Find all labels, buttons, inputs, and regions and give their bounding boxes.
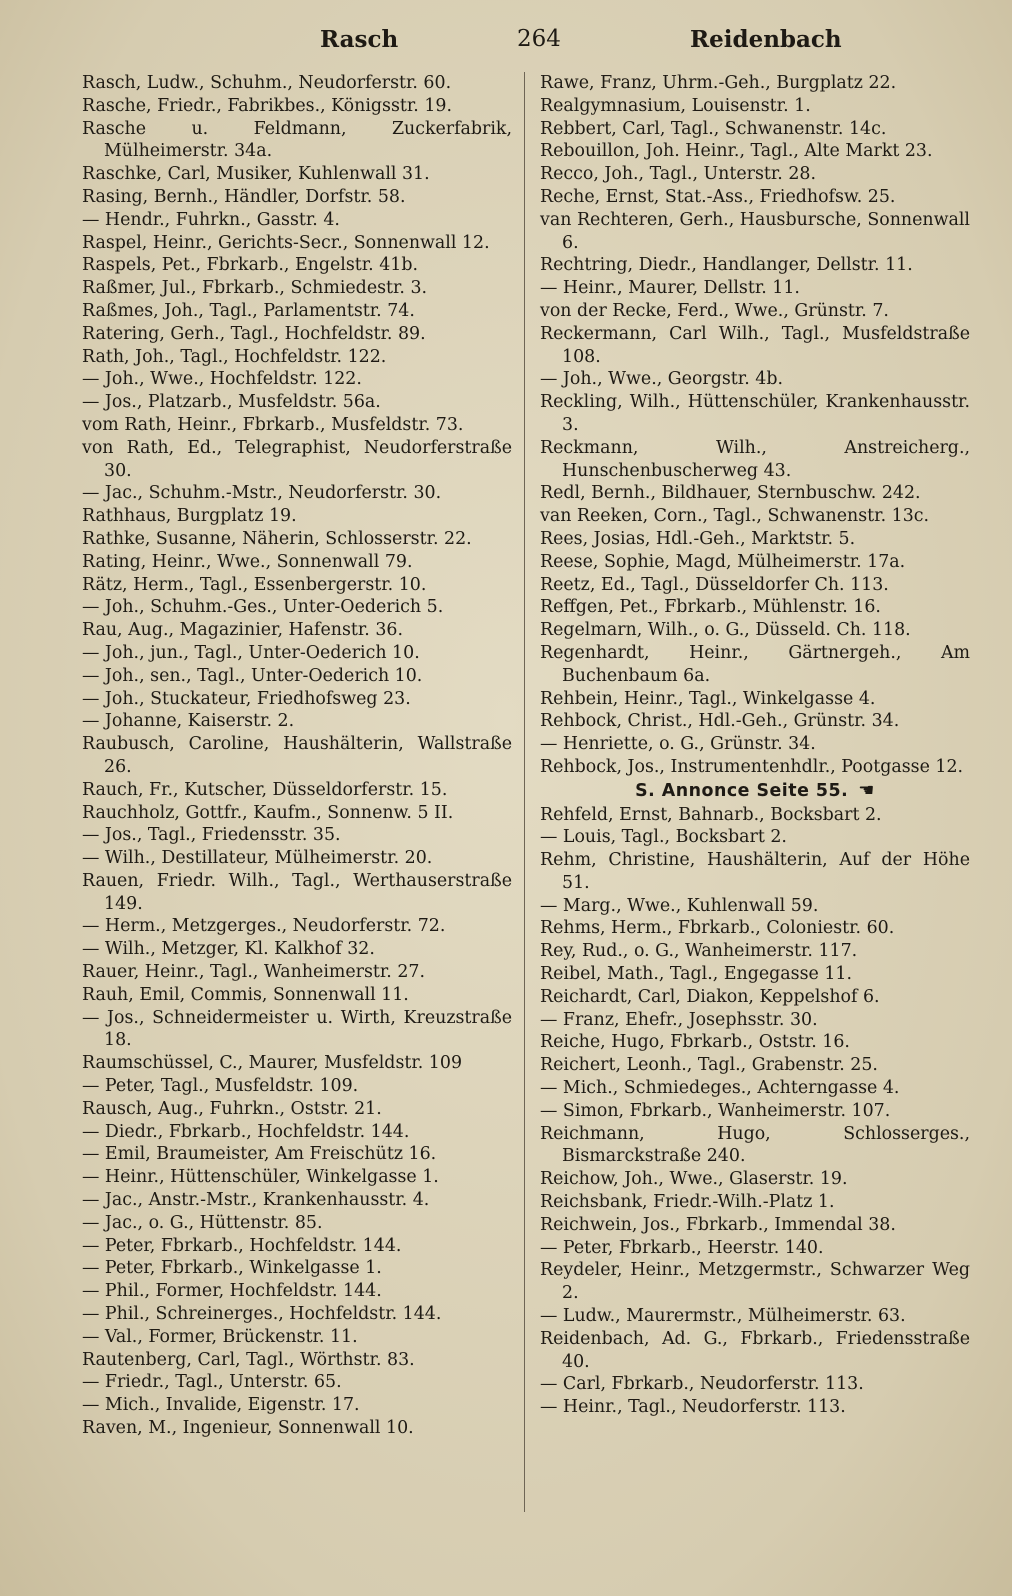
directory-entry: — Jac., o. G., Hüttenstr. 85. — [82, 1212, 323, 1233]
directory-entry: Rasche u. Feldmann, Zuckerfabrik, Mülheimerstr. 34a. — [82, 118, 512, 162]
directory-entry: Reche, Ernst, Stat.-Ass., Friedhofsw. 25. — [540, 186, 896, 207]
directory-entry: Rasche, Friedr., Fabrikbes., Königsstr. 19. — [82, 95, 452, 116]
directory-entry: Rausch, Aug., Fuhrkn., Oststr. 21. — [82, 1098, 382, 1119]
directory-entry: — Val., Former, Brückenstr. 11. — [82, 1326, 358, 1347]
directory-entry: — Johanne, Kaiserstr. 2. — [82, 711, 295, 732]
directory-entry: — Peter, Fbrkarb., Winkelgasse 1. — [82, 1258, 382, 1279]
directory-entry: Raßmes, Joh., Tagl., Parlamentstr. 74. — [82, 300, 415, 321]
directory-entry: — Heinr., Hüttenschüler, Winkelgasse 1. — [82, 1167, 439, 1188]
directory-entry: Reydeler, Heinr., Metzgermstr., Schwarzer Weg 2. — [540, 1260, 970, 1304]
directory-entry: — Simon, Fbrkarb., Wanheimerstr. 107. — [540, 1100, 891, 1121]
directory-entry: Raumschüssel, C., Maurer, Musfeldstr. 109 — [82, 1053, 463, 1074]
directory-entry: Regenhardt, Heinr., Gärtnergeh., Am Buchenbaum 6a. — [540, 642, 970, 686]
directory-entry: Reckmann, Wilh., Anstreicherg., Hunschenbuscherweg 43. — [540, 437, 970, 481]
directory-entry: — Carl, Fbrkarb., Neudorferstr. 113. — [540, 1374, 864, 1395]
directory-entry: Rasch, Ludw., Schuhm., Neudorferstr. 60. — [82, 73, 452, 93]
directory-entry: vom Rath, Heinr., Fbrkarb., Musfeldstr. 73. — [82, 414, 464, 435]
directory-entry: — Jac., Anstr.-Mstr., Krankenhausstr. 4. — [82, 1190, 430, 1211]
directory-entry: Reckermann, Carl Wilh., Tagl., Musfeldstraße 108. — [540, 323, 970, 367]
directory-entry: — Hendr., Fuhrkn., Gasstr. 4. — [82, 209, 340, 230]
directory-entry: Rauchholz, Gottfr., Kaufm., Sonnenw. 5 II. — [82, 802, 454, 823]
directory-entry: Rehm, Christine, Haushälterin, Auf der Höhe 51. — [540, 850, 970, 893]
directory-entry: von Rath, Ed., Telegraphist, Neudorferstraße 30. — [82, 437, 512, 481]
directory-entry: Rehbein, Heinr., Tagl., Winkelgasse 4. — [540, 688, 876, 709]
directory-entry: Reese, Sophie, Magd, Mülheimerstr. 17a. — [540, 551, 906, 572]
directory-entry: Realgymnasium, Louisenstr. 1. — [540, 95, 811, 116]
page-header — [70, 26, 962, 66]
directory-entry: Redl, Bernh., Bildhauer, Sternbuschw. 242. — [540, 483, 921, 504]
directory-entry: — Joh., Stuckateur, Friedhofsweg 23. — [82, 688, 411, 709]
directory-entry: Rawe, Franz, Uhrm.-Geh., Burgplatz 22. — [540, 73, 897, 93]
directory-entry: — Peter, Fbrkarb., Hochfeldstr. 144. — [82, 1235, 402, 1256]
directory-entry: Raspel, Heinr., Gerichts-Secr., Sonnenwall 12. — [82, 232, 490, 253]
directory-entry: — Diedr., Fbrkarb., Hochfeldstr. 144. — [82, 1121, 410, 1142]
right-column — [540, 72, 970, 1419]
left-column — [82, 72, 512, 1440]
directory-entry: Rating, Heinr., Wwe., Sonnenwall 79. — [82, 551, 413, 572]
directory-entry: Rauer, Heinr., Tagl., Wanheimerstr. 27. — [82, 962, 426, 983]
directory-entry: Reetz, Ed., Tagl., Düsseldorfer Ch. 113. — [540, 574, 889, 595]
directory-entry: — Phil., Schreinerges., Hochfeldstr. 144. — [82, 1304, 442, 1325]
directory-entry: Reichmann, Hugo, Schlosserges., Bismarckstraße 240. — [540, 1123, 970, 1167]
directory-entry: — Henriette, o. G., Grünstr. 34. — [540, 734, 816, 755]
directory-entry: van Reeken, Corn., Tagl., Schwanenstr. 13c. — [540, 506, 930, 527]
directory-entry: — Heinr., Tagl., Neudorferstr. 113. — [540, 1397, 846, 1418]
directory-entry: Rebbert, Carl, Tagl., Schwanenstr. 14c. — [540, 118, 887, 139]
directory-entry: — Marg., Wwe., Kuhlenwall 59. — [540, 895, 819, 916]
directory-entry: — Joh., Schuhm.-Ges., Unter-Oederich 5. — [82, 597, 444, 618]
directory-entry: Raspels, Pet., Fbrkarb., Engelstr. 41b. — [82, 255, 419, 276]
directory-entry: Rehms, Herm., Fbrkarb., Coloniestr. 60. — [540, 918, 895, 939]
right-column-lower — [540, 804, 970, 1420]
directory-entry: Reichert, Leonh., Tagl., Grabenstr. 25. — [540, 1055, 878, 1076]
directory-entry: Reidenbach, Ad. G., Fbrkarb., Friedensstraße 40. — [540, 1328, 970, 1372]
directory-entry: — Emil, Braumeister, Am Freischütz 16. — [82, 1144, 437, 1165]
directory-entry: — Jos., Platzarb., Musfeldstr. 56a. — [82, 392, 381, 413]
directory-entry: Rauen, Friedr. Wilh., Tagl., Werthauserstraße 149. — [82, 870, 512, 914]
directory-entry: Recco, Joh., Tagl., Unterstr. 28. — [540, 164, 816, 185]
directory-entry: van Rechteren, Gerh., Hausbursche, Sonnenwall 6. — [540, 209, 970, 253]
directory-entry: — Louis, Tagl., Bocksbart 2. — [540, 827, 787, 848]
directory-entry: — Franz, Ehefr., Josephsstr. 30. — [540, 1009, 818, 1030]
column-divider — [524, 72, 525, 1512]
directory-entry: — Herm., Metzgerges., Neudorferstr. 72. — [82, 916, 446, 937]
directory-entry: — Mich., Invalide, Eigenstr. 17. — [82, 1395, 360, 1416]
directory-entry: Rauh, Emil, Commis, Sonnenwall 11. — [82, 984, 409, 1005]
directory-entry: — Joh., jun., Tagl., Unter-Oederich 10. — [82, 642, 420, 663]
directory-entry: — Friedr., Tagl., Unterstr. 65. — [82, 1372, 342, 1393]
directory-entry: Rathhaus, Burgplatz 19. — [82, 506, 297, 527]
directory-entry: — Peter, Tagl., Musfeldstr. 109. — [82, 1076, 359, 1097]
pointing-hand-icon: ☚ — [858, 779, 875, 801]
directory-entry: — Joh., Wwe., Hochfeldstr. 122. — [82, 369, 362, 390]
directory-entry: Rätz, Herm., Tagl., Essenbergerstr. 10. — [82, 574, 427, 595]
directory-entry: Rechtring, Diedr., Handlanger, Dellstr. 11. — [540, 255, 913, 276]
directory-entry: — Wilh., Destillateur, Mülheimerstr. 20. — [82, 848, 433, 869]
directory-entry: — Joh., sen., Tagl., Unter-Oederich 10. — [82, 665, 423, 686]
directory-entry: von der Recke, Ferd., Wwe., Grünstr. 7. — [540, 300, 889, 321]
directory-entry: Rebouillon, Joh. Heinr., Tagl., Alte Markt 23. — [540, 141, 933, 162]
directory-entry: Reckling, Wilh., Hüttenschüler, Krankenhausstr. 3. — [540, 392, 970, 435]
directory-entry: Rehbock, Jos., Instrumentenhdlr., Pootgasse 12. — [540, 756, 964, 777]
directory-entry: — Heinr., Maurer, Dellstr. 11. — [540, 278, 800, 299]
directory-entry: Reibel, Math., Tagl., Engegasse 11. — [540, 964, 852, 985]
annonce-text: S. Annonce Seite 55. — [635, 780, 849, 801]
directory-entry: Reiche, Hugo, Fbrkarb., Oststr. 16. — [540, 1032, 850, 1053]
directory-entry: — Jos., Schneidermeister u. Wirth, Kreuzstraße 18. — [82, 1007, 512, 1051]
directory-entry: Raven, M., Ingenieur, Sonnenwall 10. — [82, 1418, 414, 1439]
directory-entry: — Wilh., Metzger, Kl. Kalkhof 32. — [82, 939, 375, 960]
directory-entry: Rasing, Bernh., Händler, Dorfstr. 58. — [82, 186, 406, 207]
header-right-catchword: Reidenbach — [690, 26, 842, 53]
directory-entry: Reffgen, Pet., Fbrkarb., Mühlenstr. 16. — [540, 597, 881, 618]
directory-entry: Reichow, Joh., Wwe., Glaserstr. 19. — [540, 1169, 848, 1190]
directory-entry: Raßmer, Jul., Fbrkarb., Schmiedestr. 3. — [82, 278, 428, 299]
directory-entry: Rey, Rud., o. G., Wanheimerstr. 117. — [540, 941, 858, 962]
directory-entry: Reichwein, Jos., Fbrkarb., Immendal 38. — [540, 1214, 896, 1235]
directory-entry: Reichsbank, Friedr.-Wilh.-Platz 1. — [540, 1192, 835, 1213]
directory-entry: — Phil., Former, Hochfeldstr. 144. — [82, 1281, 382, 1302]
directory-entry: Rehfeld, Ernst, Bahnarb., Bocksbart 2. — [540, 804, 882, 825]
directory-entry: Rees, Josias, Hdl.-Geh., Marktstr. 5. — [540, 528, 856, 549]
directory-entry: Ratering, Gerh., Tagl., Hochfeldstr. 89. — [82, 323, 426, 344]
directory-entry: Rath, Joh., Tagl., Hochfeldstr. 122. — [82, 346, 387, 367]
directory-entry: Raubusch, Caroline, Haushälterin, Wallstraße 26. — [82, 734, 512, 777]
directory-entry: Rathke, Susanne, Näherin, Schlosserstr. 22. — [82, 528, 472, 549]
directory-entry: Rau, Aug., Magazinier, Hafenstr. 36. — [82, 620, 403, 641]
directory-entry: — Joh., Wwe., Georgstr. 4b. — [540, 369, 783, 390]
directory-entry: Rehbock, Christ., Hdl.-Geh., Grünstr. 34. — [540, 711, 900, 732]
directory-entry: — Ludw., Maurermstr., Mülheimerstr. 63. — [540, 1306, 906, 1327]
directory-entry: — Jos., Tagl., Friedensstr. 35. — [82, 825, 341, 846]
directory-entry: Rauch, Fr., Kutscher, Düsseldorferstr. 15. — [82, 779, 448, 800]
directory-entry: Rautenberg, Carl, Tagl., Wörthstr. 83. — [82, 1349, 415, 1370]
directory-entry: — Peter, Fbrkarb., Heerstr. 140. — [540, 1237, 824, 1258]
annonce-note — [540, 780, 970, 803]
right-column-upper — [540, 72, 970, 779]
directory-entry: Raschke, Carl, Musiker, Kuhlenwall 31. — [82, 164, 430, 185]
directory-entry: Reichardt, Carl, Diakon, Keppelshof 6. — [540, 986, 880, 1007]
header-left-catchword: Rasch — [320, 26, 399, 53]
directory-entry: — Jac., Schuhm.-Mstr., Neudorferstr. 30. — [82, 483, 442, 504]
directory-entry: Regelmarn, Wilh., o. G., Düsseld. Ch. 118. — [540, 620, 911, 641]
directory-entry: — Mich., Schmiedeges., Achterngasse 4. — [540, 1078, 900, 1099]
page-number: 264 — [517, 26, 561, 52]
